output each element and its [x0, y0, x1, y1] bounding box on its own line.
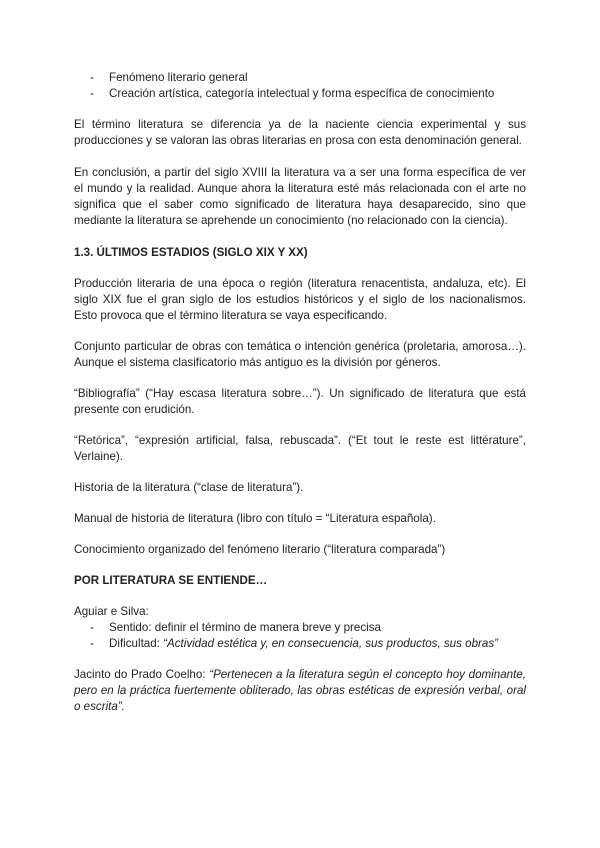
- paragraph: “Retórica”, “expresión artificial, falsa, rebuscada”. (“Et tout le reste est littérature”, Verlaine).: [74, 434, 526, 463]
- paragraph: Historia de la literatura (“clase de literatura”).: [74, 481, 304, 494]
- bullet-text: Fenómeno literario general: [109, 71, 248, 84]
- paragraph: En conclusión, a partir del siglo XVIII la literatura va a ser una forma específica de ver el mundo y la realidad. Aunque ahora la literatura esté más relacionada con el arte no significa que el saber como significado de literatura haya desaparecido, sino que mediante la literatura se aprehende un conocimiento (no relacionado con la ciencia).: [74, 166, 526, 227]
- section-heading: 1.3. ÚLTIMOS ESTADIOS (SIGLO XIX Y XX): [74, 246, 308, 259]
- bullet-dash: -: [90, 71, 94, 84]
- bullet-list-top: [74, 70, 526, 102]
- paragraph: El término literatura se diferencia ya de la naciente ciencia experimental y sus producciones y se valoran las obras literarias en prosa con esta denominación general.: [74, 118, 526, 147]
- author-name: Jacinto do Prado Coelho:: [74, 668, 210, 681]
- bullet-text: Creación artística, categoría intelectual y forma específica de conocimiento: [109, 87, 495, 100]
- list-item: [74, 636, 526, 652]
- paragraph: Aguiar e Silva:: [74, 605, 149, 618]
- quote-text: “Actividad estética y, en consecuencia, sus productos, sus obras”: [163, 637, 499, 650]
- paragraph: Conocimiento organizado del fenómeno literario (“literatura comparada”): [74, 543, 446, 556]
- list-item: [74, 620, 526, 636]
- paragraph: Manual de historia de literatura (libro con título = “Literatura española).: [74, 512, 436, 525]
- bullet-label: Dificultad:: [109, 637, 164, 650]
- paragraph: Producción literaria de una época o región (literatura renacentista, andaluza, etc). El siglo XIX fue el gran siglo de los estudios históricos y el siglo de los nacionalismos. Esto provoca que el término literatura se vaya especificando.: [74, 277, 526, 322]
- section-heading: POR LITERATURA SE ENTIENDE…: [74, 574, 268, 587]
- paragraph-quote: [74, 667, 526, 715]
- paragraph: Conjunto particular de obras con temática o intención genérica (proletaria, amorosa…). Aunque el sistema clasificatorio más antiguo es la división por géneros.: [74, 340, 526, 369]
- bullet-dash: -: [90, 637, 94, 650]
- list-item: [74, 70, 526, 86]
- paragraph: “Bibliografía” (“Hay escasa literatura sobre…”). Un significado de literatura que está presente con erudición.: [74, 387, 526, 416]
- list-item: [74, 86, 526, 102]
- bullet-text: Sentido: definir el término de manera breve y precisa: [109, 621, 381, 634]
- bullet-list-aguiar: [74, 620, 526, 652]
- bullet-dash: -: [90, 87, 94, 100]
- quote-text: “Pertenecen a la literatura según el concepto hoy dominante, pero en la práctica fuertemente obliterado, las obras estéticas de expresión verbal, oral o escrita”.: [74, 668, 526, 713]
- bullet-dash: -: [90, 621, 94, 634]
- document-content: [74, 70, 526, 715]
